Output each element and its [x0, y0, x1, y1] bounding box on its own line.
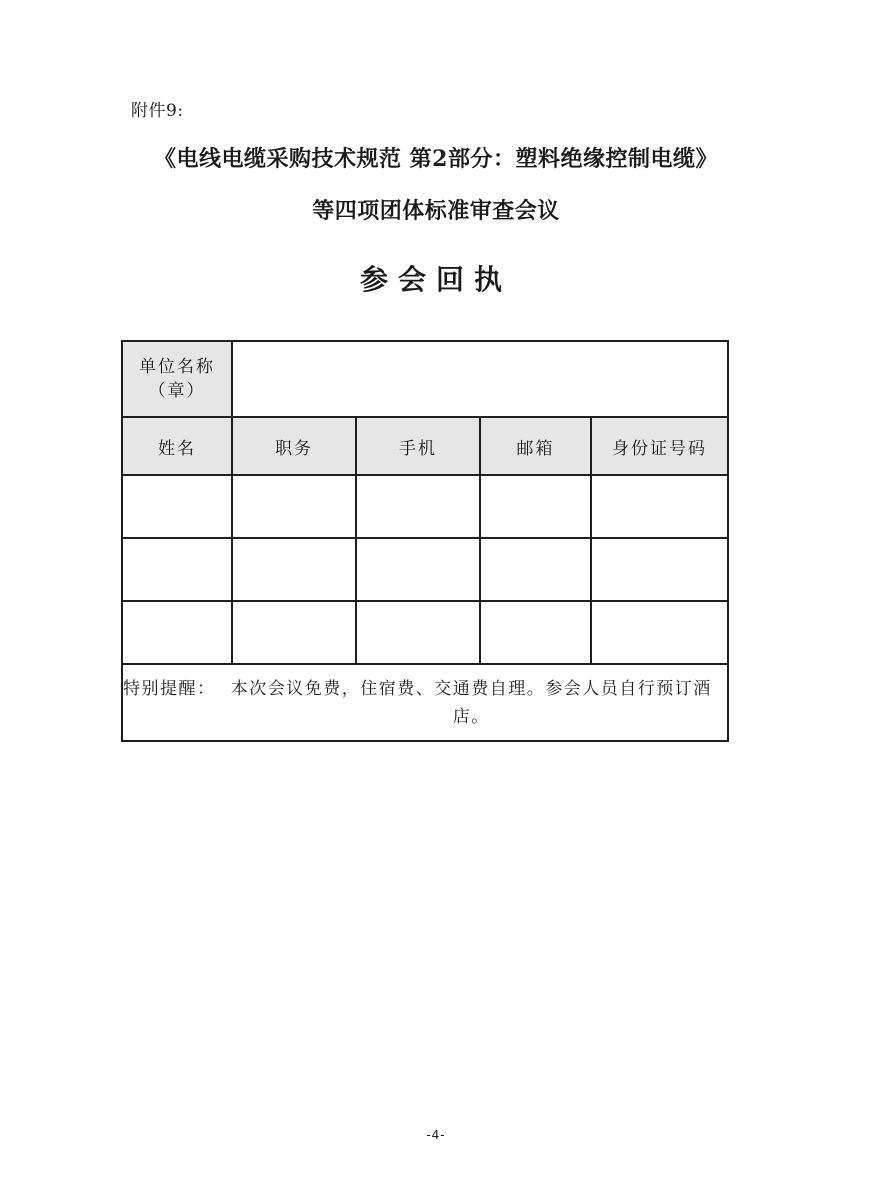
table-row: [122, 475, 728, 538]
id-number-field[interactable]: [591, 601, 728, 664]
name-field[interactable]: [122, 475, 232, 538]
header-mobile: 手机: [356, 417, 480, 475]
unit-name-label: 单位名称: [139, 357, 215, 377]
position-field[interactable]: [232, 538, 356, 601]
email-field[interactable]: [480, 601, 591, 664]
unit-seal-label: （章）: [148, 381, 206, 401]
note-text: 本次会议免费，住宿费、交通费自理。参会人员自行预订酒店。: [230, 678, 712, 727]
table-row: [122, 538, 728, 601]
position-field[interactable]: [232, 475, 356, 538]
document-title-line2: 等四项团体标准审查会议: [312, 198, 560, 224]
note-cell: [122, 664, 728, 741]
note-row: [122, 664, 728, 741]
form-heading: 参会回执: [359, 263, 512, 296]
name-field[interactable]: [122, 601, 232, 664]
name-field[interactable]: [122, 538, 232, 601]
column-header-row: [122, 417, 728, 475]
unit-row: [122, 341, 728, 417]
mobile-field[interactable]: [356, 601, 480, 664]
attachment-label: 附件9:: [131, 101, 184, 121]
unit-name-field[interactable]: [232, 341, 728, 417]
document-title-line1: 《电线电缆采购技术规范 第2部分：塑料绝缘控制电缆》: [154, 146, 718, 172]
header-email: 邮箱: [480, 417, 591, 475]
page-number: -4-: [426, 1128, 446, 1142]
table-row: [122, 601, 728, 664]
special-reminder: [123, 675, 727, 731]
id-number-field[interactable]: [591, 475, 728, 538]
email-field[interactable]: [480, 538, 591, 601]
mobile-field[interactable]: [356, 475, 480, 538]
header-position: 职务: [232, 417, 356, 475]
header-id-number: 身份证号码: [591, 417, 728, 475]
registration-form-table: [121, 340, 729, 742]
email-field[interactable]: [480, 475, 591, 538]
unit-name-label-cell: [122, 341, 232, 417]
header-name: 姓名: [122, 417, 232, 475]
position-field[interactable]: [232, 601, 356, 664]
note-label: 特别提醒：: [123, 678, 216, 699]
mobile-field[interactable]: [356, 538, 480, 601]
id-number-field[interactable]: [591, 538, 728, 601]
